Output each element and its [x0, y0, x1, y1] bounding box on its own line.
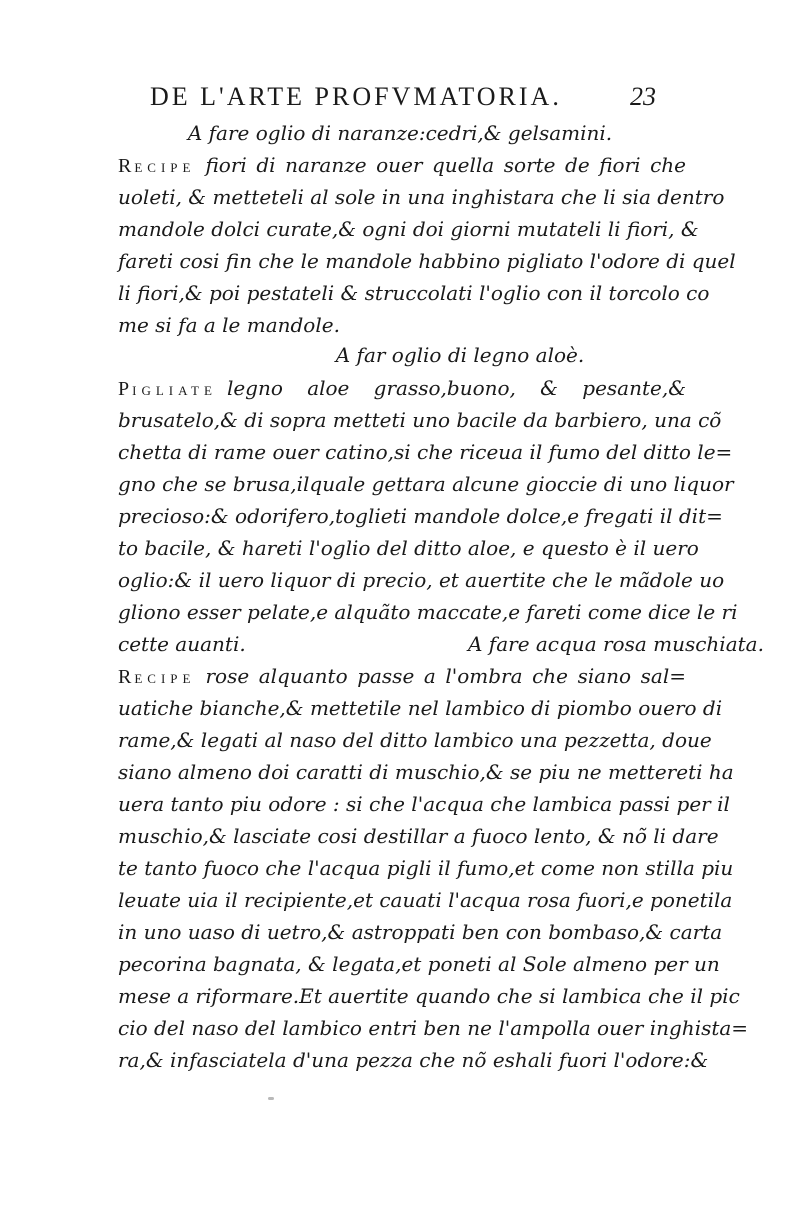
text-line: uatiche bianche,& mettetile nel lambico di piombo ouero di — [118, 696, 723, 720]
text-line: te tanto fuoco che l'acqua pigli il fumo,et come non stilla piu — [118, 856, 734, 880]
section-heading-orange-oil: A fare oglio di naranze:cedri,& gelsamini. — [187, 121, 613, 145]
text-line: mandole dolci curate,& ogni doi giorni mutateli li fiori, & — [118, 217, 699, 241]
text-line: RECIPE rose alquanto passe a l'ombra che siano sal= — [118, 664, 686, 688]
text-line: PIGLIATE legno aloe grasso,buono, & pesante,& — [118, 376, 686, 400]
lead-word: PIGLIATE — [118, 378, 217, 400]
text-line: gno che se brusa,ilquale gettara alcune gioccie di uno liquor — [118, 472, 734, 496]
text-line: uera tanto piu odore : si che l'acqua che lambica passi per il — [118, 792, 730, 816]
text-line: li fiori,& poi pestateli & struccolati l'oglio con il torcolo co — [118, 281, 710, 305]
text-line: in uno uaso di uetro,& astroppati ben con bombaso,& carta — [118, 920, 723, 944]
text-line: cio del naso del lambico entri ben ne l'ampolla ouer inghista= — [118, 1016, 749, 1040]
text-line: precioso:& odorifero,toglieti mandole dolce,e fregati il dit= — [118, 504, 723, 528]
text-line: oglio:& il uero liquor di precio, et auertite che le mãdole uo — [118, 568, 725, 592]
text-line: brusatelo,& di sopra metteti uno bacile da barbiero, una cõ — [118, 408, 722, 432]
text-line: ra,& infasciatela d'una pezza che nõ eshali fuori l'odore:& — [118, 1048, 709, 1072]
text-line: uoleti, & metteteli al sole in una inghistara che li sia dentro — [118, 185, 725, 209]
text-line: RECIPE fiori di naranze ouer quella sorte de fiori che — [118, 153, 686, 177]
text-line: me si fa a le mandole. — [118, 313, 340, 337]
text-line — [118, 629, 764, 659]
lead-word: RECIPE — [118, 155, 196, 177]
text-line: leuate uia il recipiente,et cauati l'acqua rosa fuori,e ponetila — [118, 888, 733, 912]
section-heading-aloe-oil: A far oglio di legno aloè. — [335, 343, 585, 367]
last-line-text: cette auanti. — [118, 632, 246, 656]
text-line: gliono esser pelate,e alquãto maccate,e fareti come dice le ri — [118, 600, 738, 624]
text-line: chetta di rame ouer catino,si che riceua il fumo del ditto le= — [118, 440, 733, 464]
text-line: muschio,& lasciate cosi destillar a fuoco lento, & nõ li dare — [118, 824, 719, 848]
text-line: rame,& legati al naso del ditto lambico una pezzetta, doue — [118, 728, 712, 752]
page-number: 23 — [630, 82, 656, 111]
running-head-title: DE L'ARTE PROFVMATORIA. — [150, 82, 562, 111]
lead-word: RECIPE — [118, 666, 196, 688]
text-line: mese a riformare.Et auertite quando che si lambica che il pic — [118, 984, 740, 1008]
ink-speck — [268, 1097, 274, 1100]
text-line: pecorina bagnata, & legata,et poneti al Sole almeno per un — [118, 952, 720, 976]
text-line: to bacile, & hareti l'oglio del ditto aloe, e questo è il uero — [118, 536, 699, 560]
section-heading-musk-rose-water: A fare acqua rosa muschiata. — [468, 632, 764, 656]
text-line: siano almeno doi caratti di muschio,& se piu ne mettereti ha — [118, 760, 734, 784]
text-line: fareti cosi fin che le mandole habbino pigliato l'odore di quel — [118, 249, 736, 273]
running-head — [150, 82, 656, 118]
